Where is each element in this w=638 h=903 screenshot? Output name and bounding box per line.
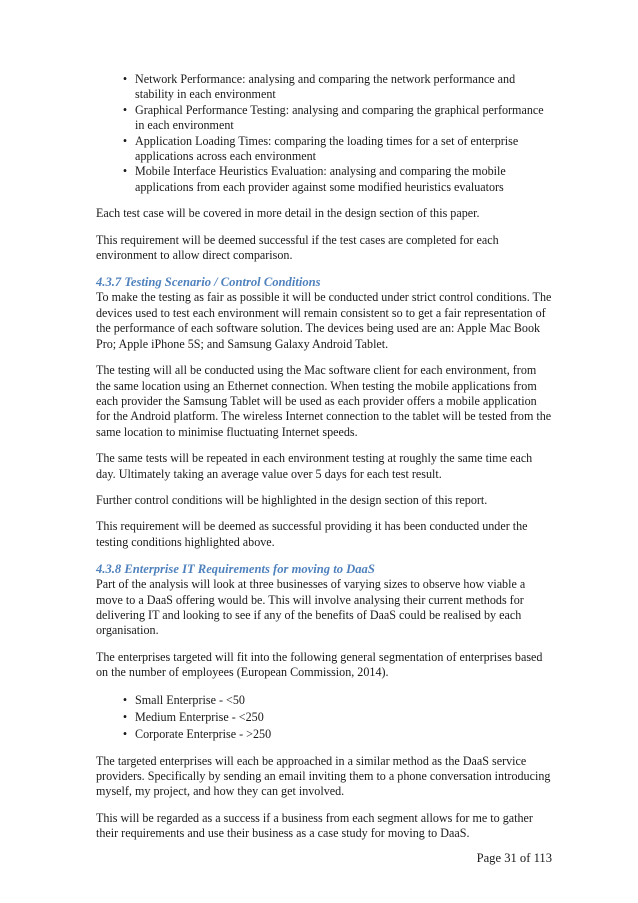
bullet-icon: • (122, 692, 128, 707)
bullet-icon: • (122, 72, 128, 86)
section-heading-4-3-8: 4.3.8 Enterprise IT Requirements for moving to DaaS (96, 562, 375, 577)
bullet-list-tests (96, 72, 552, 195)
paragraph-fair-testing: To make the testing as fair as possible it will be conducted under strict control conditions. The devices used to test each environment will remain consistent so to get a fair representation of the performance of each software solution. The devices being used are an: Apple Mac Book Pro; Apple iPhone 5S; and Samsung Galaxy Android Tablet. (96, 290, 552, 351)
page-number-footer: Page 31 of 113 (476, 851, 552, 865)
paragraph-requirement-conditions: This requirement will be deemed as successful providing it has been conducted under the testing conditions highlighted above. (96, 519, 528, 549)
bullet-icon: • (122, 164, 128, 179)
bullet-list-enterprise-sizes (96, 692, 552, 743)
paragraph-regarded-success: This will be regarded as a success if a business from each segment allows for me to gather their requirements and use their business as a case study for moving to DaaS. (96, 810, 533, 841)
paragraph-further-conditions: Further control conditions will be highlighted in the design section of this report. (96, 492, 488, 507)
list-item: • Medium Enterprise - <250 (120, 709, 552, 726)
paragraph-targeted: The enterprises targeted will fit into the following general segmentation of enterprises based on the number of employees (European Commission, 2014). (96, 649, 543, 680)
list-item: • Corporate Enterprise - >250 (120, 726, 552, 743)
bullet-icon: • (122, 726, 128, 741)
paragraph-requirement-success: This requirement will be deemed successful if the test cases are completed for each environment to allow direct comparison. (96, 232, 499, 263)
section-heading-4-3-7: 4.3.7 Testing Scenario / Control Conditions (96, 275, 321, 290)
list-item: • Graphical Performance Testing: analysing and comparing the graphical performance in each environment (120, 103, 552, 134)
list-item: • Application Loading Times: comparing the loading times for a set of enterprise applications across each environment (120, 134, 552, 165)
paragraph-mac-client: The testing will all be conducted using the Mac software client for each environment, from the same location using an Ethernet connection. When testing the mobile applications from each provider the Samsung Tablet will be used as each provider offers a mobile application for the Android platform. The wireless Internet connection to the tablet will be tested from the same location to minimise fluctuating Internet speeds. (96, 363, 552, 439)
list-item: • Small Enterprise - <50 (120, 692, 552, 709)
bullet-icon: • (122, 709, 128, 724)
paragraph-test-case: Each test case will be covered in more detail in the design section of this paper. (96, 206, 480, 221)
list-item: • Mobile Interface Heuristics Evaluation: analysing and comparing the mobile applications from each provider against some modified heuristics evaluators (120, 164, 552, 195)
bullet-icon: • (122, 102, 128, 117)
paragraph-analysis: Part of the analysis will look at three businesses of varying sizes to observe how viable a move to a DaaS offering would be. This will involve analysing their current methods for delivering IT and looking to see if any of the benefits of DaaS could be realised by each organisation. (96, 577, 526, 638)
paragraph-repeat-tests: The same tests will be repeated in each environment testing at roughly the same time each day. Ultimately taking an average value over 5 days for each test result. (96, 451, 533, 481)
list-item: • Network Performance: analysing and comparing the network performance and stability in each environment (120, 72, 552, 103)
paragraph-approach: The targeted enterprises will each be approached in a similar method as the DaaS service providers. Specifically by sending an email inviting them to a phone conversation introducing myself, my project, and how they can get involved. (96, 753, 551, 799)
bullet-icon: • (122, 133, 128, 148)
